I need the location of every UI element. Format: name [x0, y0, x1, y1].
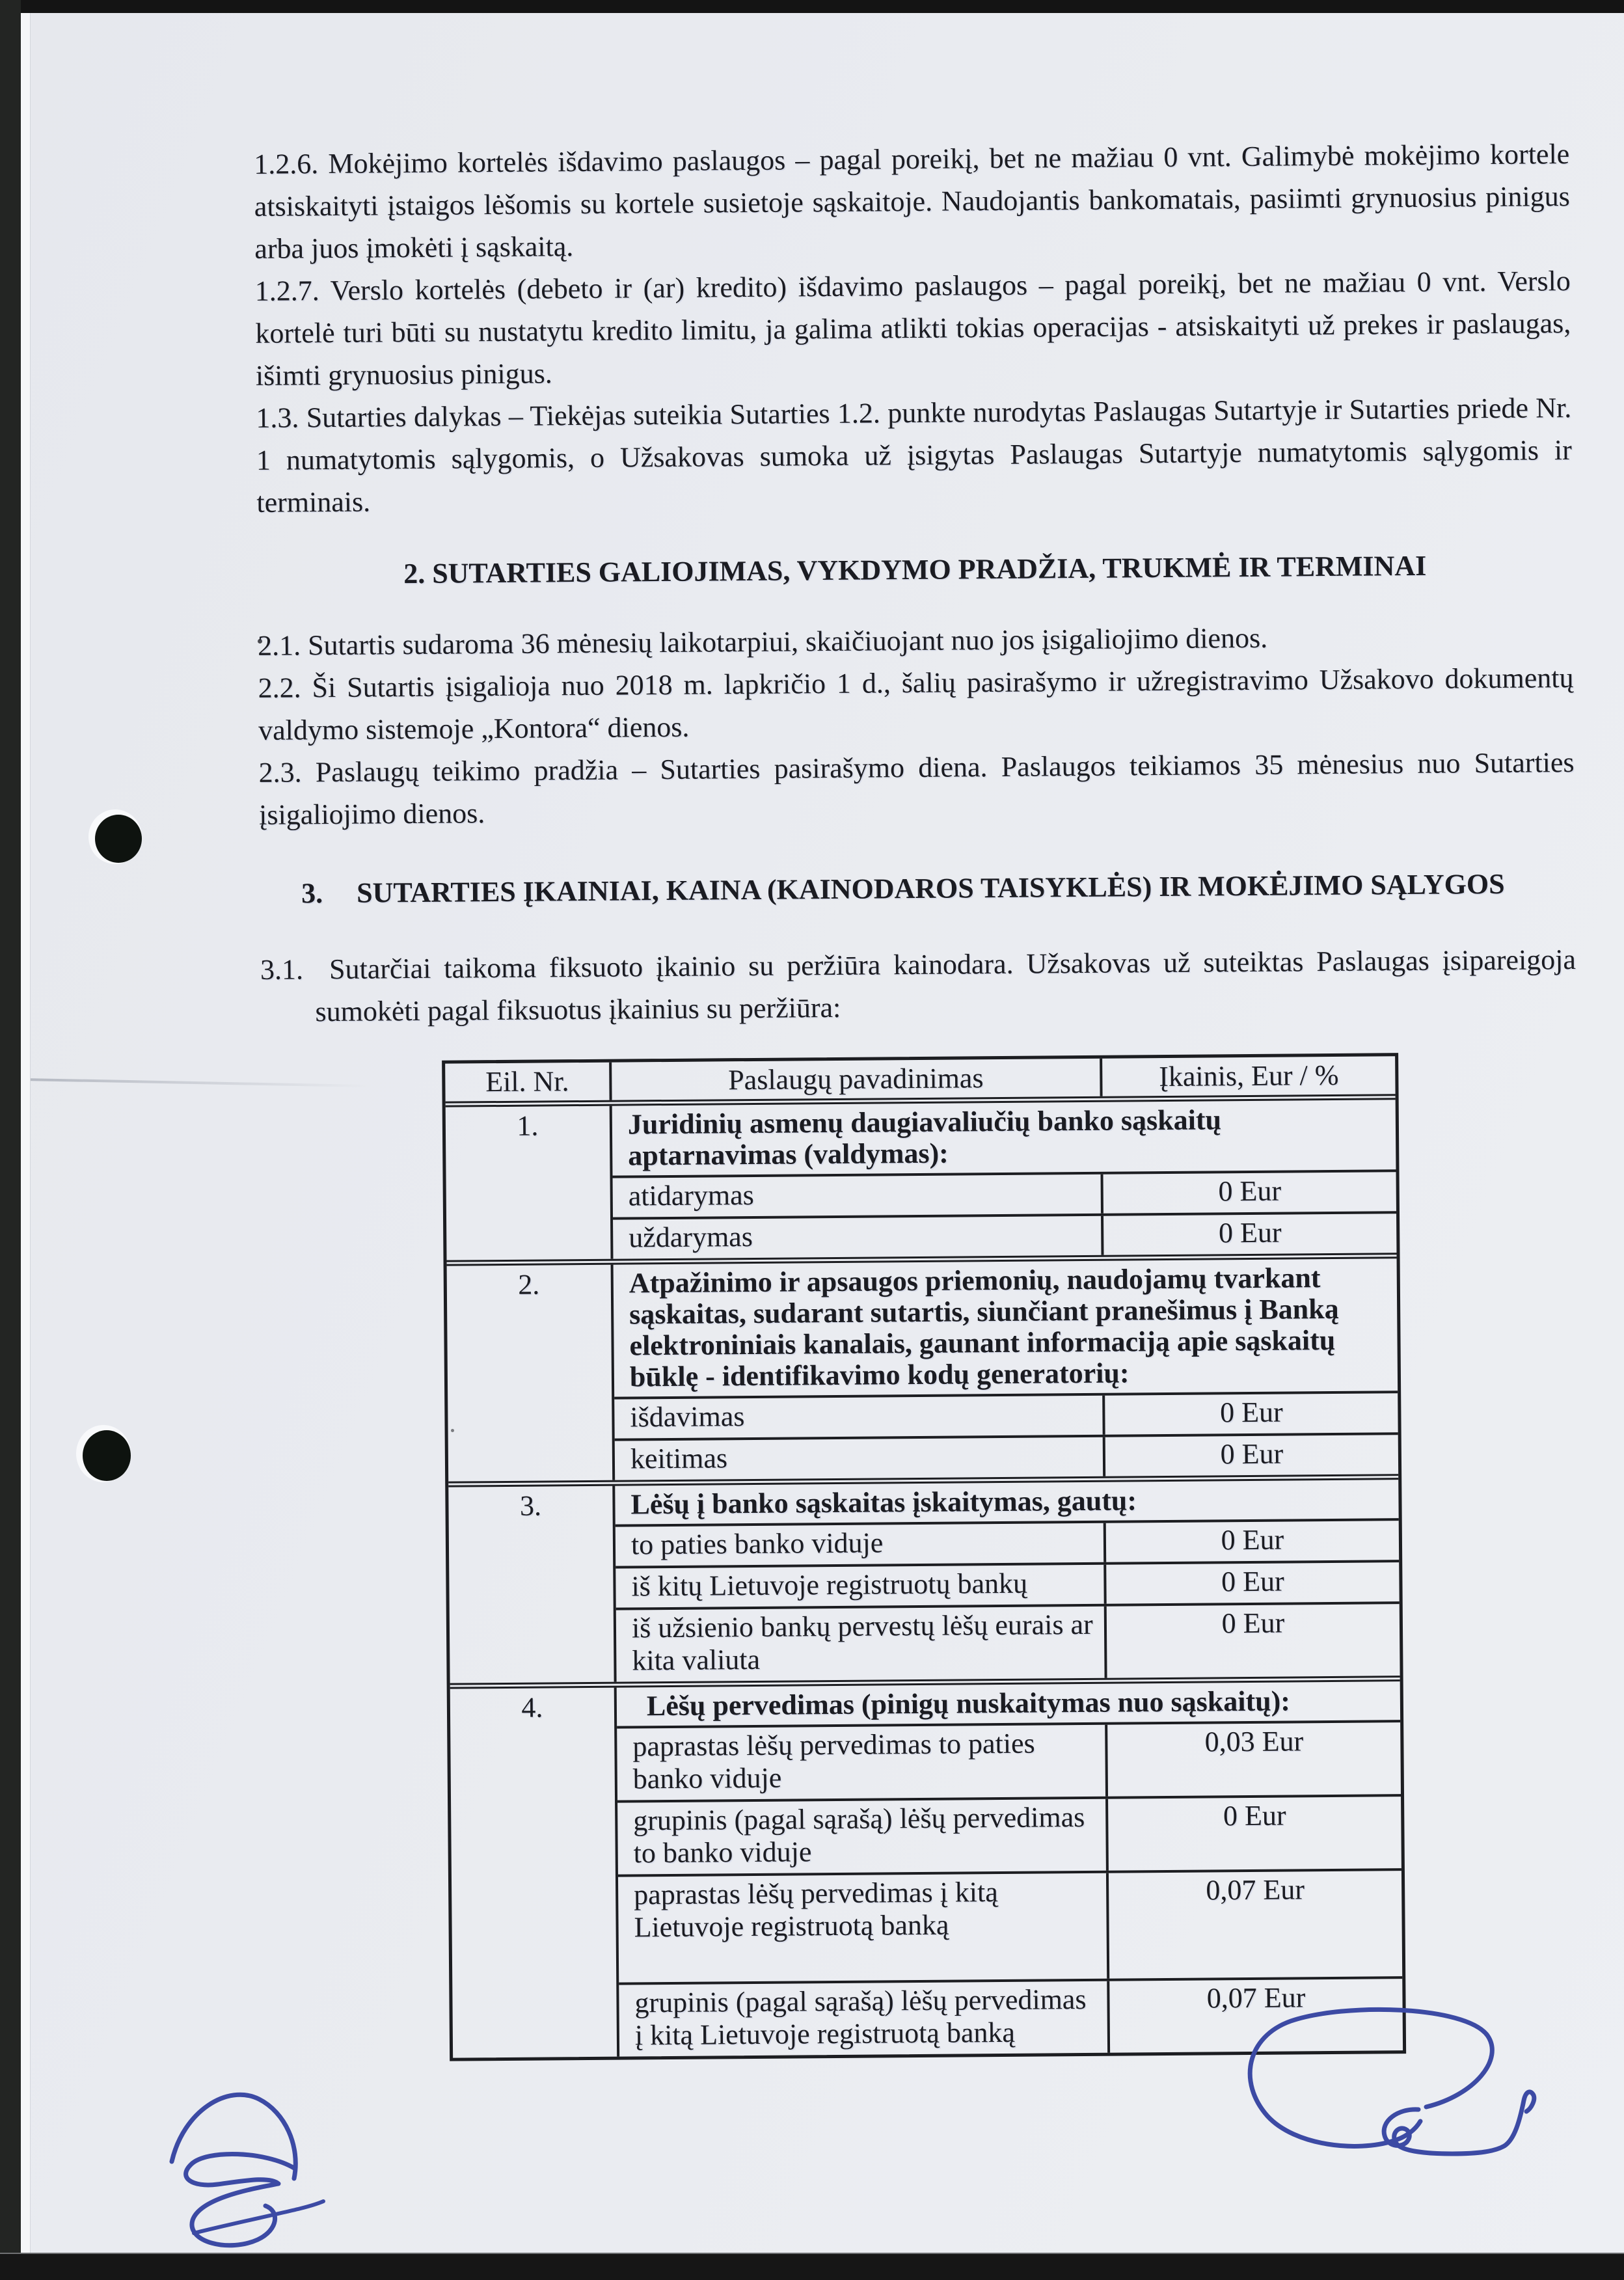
service-cell: grupinis (pagal sąrašą) lėšų pervedimas to banko viduje: [633, 1800, 1085, 1869]
group-number: 2.: [447, 1265, 616, 1482]
scan-edge-left: [0, 0, 21, 2280]
table-row: [613, 1211, 1396, 1258]
clause-1-2-6: 1.2.6. Mokėjimo kortelės išdavimo paslaugos – pagal poreikį, bet ne mažiau 0 vnt. Galimybė mokėjimo kortele atsiskaityti įstaigos lėšomis su kortele susietoje sąskaitoje. Naudojantis bankomatais, pasiimti grynuosius pinigus arba juos įmokėti į sąskaitą.: [254, 138, 1570, 265]
scan-edge-bottom: [0, 2253, 1624, 2280]
clause-2-2: 2.2. Ši Sutartis įsigalioja nuo 2018 m. lapkričio 1 d., šalių pasirašymo ir užregistravimo Užsakovo dokumentų valdymo sistemoje „Kontora“ dienos.: [258, 662, 1574, 746]
price-cell: 0 Eur: [1104, 1604, 1400, 1678]
price-cell: 0,03 Eur: [1105, 1722, 1401, 1797]
table-row: [613, 1172, 1396, 1217]
section-2-heading: 2. SUTARTIES GALIOJIMAS, VYKDYMO PRADŽIA, TRUKMĖ IR TERMINAI: [403, 549, 1427, 590]
punch-hole: [83, 1430, 131, 1481]
clause-3-1-text: Sutarčiai taikoma fiksuoto įkainio su peržiūra kainodara. Užsakovas už suteiktas Paslaugas įsipareigoja sumokėti pagal fiksuotus įkainius su peržiūra:: [315, 943, 1577, 1028]
signature-left: [172, 2095, 323, 2246]
clause-1-3: 1.3. Sutarties dalykas – Tiekėjas suteikia Sutarties 1.2. punkte nurodytas Paslaugas Sutartyje ir Sutarties priede Nr. 1 numatytomis sąlygomis, o Užsakovas sumoka už įsigytas Paslaugas Sutartyje numatytomis sąlygomis ir terminais.: [256, 392, 1572, 519]
header-cell-number: Eil. Nr.: [445, 1063, 612, 1102]
table-row: [619, 1976, 1403, 2056]
group-number: 1.: [446, 1106, 614, 1260]
price-cell: 0 Eur: [1103, 1562, 1399, 1604]
clause-3-1: [260, 938, 1577, 1033]
price-cell: 0 Eur: [1105, 1797, 1401, 1871]
clause-2-1: 2.1. Sutartis sudaroma 36 mėnesių laikotarpiui, skaičiuojant nuo jos įsigaliojimo dienos.: [257, 621, 1268, 662]
service-cell: iš kitų Lietuvoje registruotų bankų: [631, 1567, 1028, 1603]
group-body: [615, 1480, 1400, 1681]
clause-3-1-number: 3.1.: [260, 953, 304, 986]
table-row: [616, 1560, 1399, 1607]
table-row: [615, 1432, 1398, 1480]
group-body: [612, 1100, 1397, 1258]
table-row: [617, 1722, 1401, 1800]
table-group-2: [447, 1253, 1399, 1481]
group-body: [614, 1258, 1399, 1480]
service-cell: paprastas lėšų pervedimas į kitą Lietuvoje registruotą banką: [633, 1876, 998, 1944]
header-cell-price: Įkainis, Eur / %: [1159, 1059, 1339, 1093]
signature-stroke: [172, 2095, 295, 2178]
group-title: Lėšų į banko sąskaitas įskaitymas, gautų:: [615, 1480, 1398, 1527]
service-cell: išdavimas: [630, 1400, 745, 1433]
signature-stroke: [186, 2154, 294, 2245]
service-cell: paprastas lėšų pervedimas to paties banko viduje: [632, 1727, 1035, 1795]
price-cell: 0 Eur: [1102, 1393, 1398, 1435]
table-row: [616, 1521, 1399, 1566]
clause-2-3: 2.3. Paslaugų teikimo pradžia – Sutarties pasirašymo diena. Paslaugos teikiamos 35 mėnesius nuo Sutarties įsigaliojimo dienos.: [258, 746, 1575, 831]
group-number: 4.: [450, 1688, 619, 2058]
price-cell: 0 Eur: [1101, 1172, 1396, 1214]
header-cell-service: Paslaugų pavadinimas: [612, 1059, 1102, 1100]
table-group-4: [450, 1676, 1403, 2057]
price-cell: 0,07 Eur: [1106, 1871, 1402, 1979]
group-title: Atpažinimo ir apsaugos priemonių, naudojamų tvarkant sąskaitas, sudarant sutartis, siunčiant pranešimus į Banką elektroniniais kanalais, gaunant informaciją apie sąskaitų būklę - identifikavimo kodų generatorių:: [614, 1258, 1398, 1399]
service-cell: grupinis (pagal sąrašą) lėšų pervedimas į kitą Lietuvoje registruotą banką: [634, 1983, 1087, 2052]
price-cell: 0 Eur: [1103, 1521, 1399, 1562]
document-body: [254, 133, 1584, 2063]
table-group-3: [448, 1474, 1400, 1683]
table-row: [618, 1868, 1402, 1982]
table-group-1: [446, 1100, 1397, 1260]
clause-1-2-7: 1.2.7. Verslo kortelės (debeto ir (ar) kredito) išdavimo paslaugos – pagal poreikį, bet ne mažiau 0 vnt. Verslo kortelė turi būti su nustatytu kredito limitu, ja galima atlikti tokias operacijas - atsiskaityti už prekes ir paslaugas, išimti grynuosius pinigus.: [254, 265, 1571, 392]
price-cell: 0,07 Eur: [1107, 1979, 1403, 2053]
group-number: 3.: [448, 1486, 616, 1683]
punch-hole: [95, 815, 142, 863]
paper-edge-highlight: [21, 0, 31, 2280]
signature-stroke: [1384, 2092, 1534, 2154]
scan-edge-top: [0, 0, 1624, 13]
signature-stroke: [194, 2201, 323, 2233]
group-title: Lėšų pervedimas (pinigų nuskaitymas nuo sąskaitų):: [617, 1681, 1400, 1728]
service-cell: iš užsienio bankų pervestų lėšų eurais ar kita valiuta: [631, 1608, 1093, 1677]
group-body: [617, 1681, 1403, 2056]
section-3-heading: [260, 862, 1575, 915]
group-title: Juridinių asmenų daugiavaliučių banko sąskaitų aptarnavimas (valdymas):: [612, 1100, 1396, 1178]
service-cell: to paties banko viduje: [630, 1527, 884, 1561]
price-cell: 0 Eur: [1103, 1435, 1398, 1476]
service-cell: uždarymas: [629, 1220, 753, 1254]
service-cell: keitimas: [630, 1442, 728, 1475]
section-3-heading-text: SUTARTIES ĮKAINIAI, KAINA (KAINODAROS TAISYKLĖS) IR MOKĖJIMO SĄLYGOS: [356, 867, 1505, 909]
service-cell: atidarymas: [628, 1178, 754, 1212]
price-cell: 0 Eur: [1101, 1214, 1396, 1255]
price-table: [442, 1053, 1406, 2061]
table-row: [617, 1794, 1401, 1874]
table-header-row: [445, 1056, 1395, 1107]
table-row: [616, 1601, 1400, 1681]
section-3-number: 3.: [301, 877, 323, 910]
table-row: [614, 1393, 1398, 1438]
